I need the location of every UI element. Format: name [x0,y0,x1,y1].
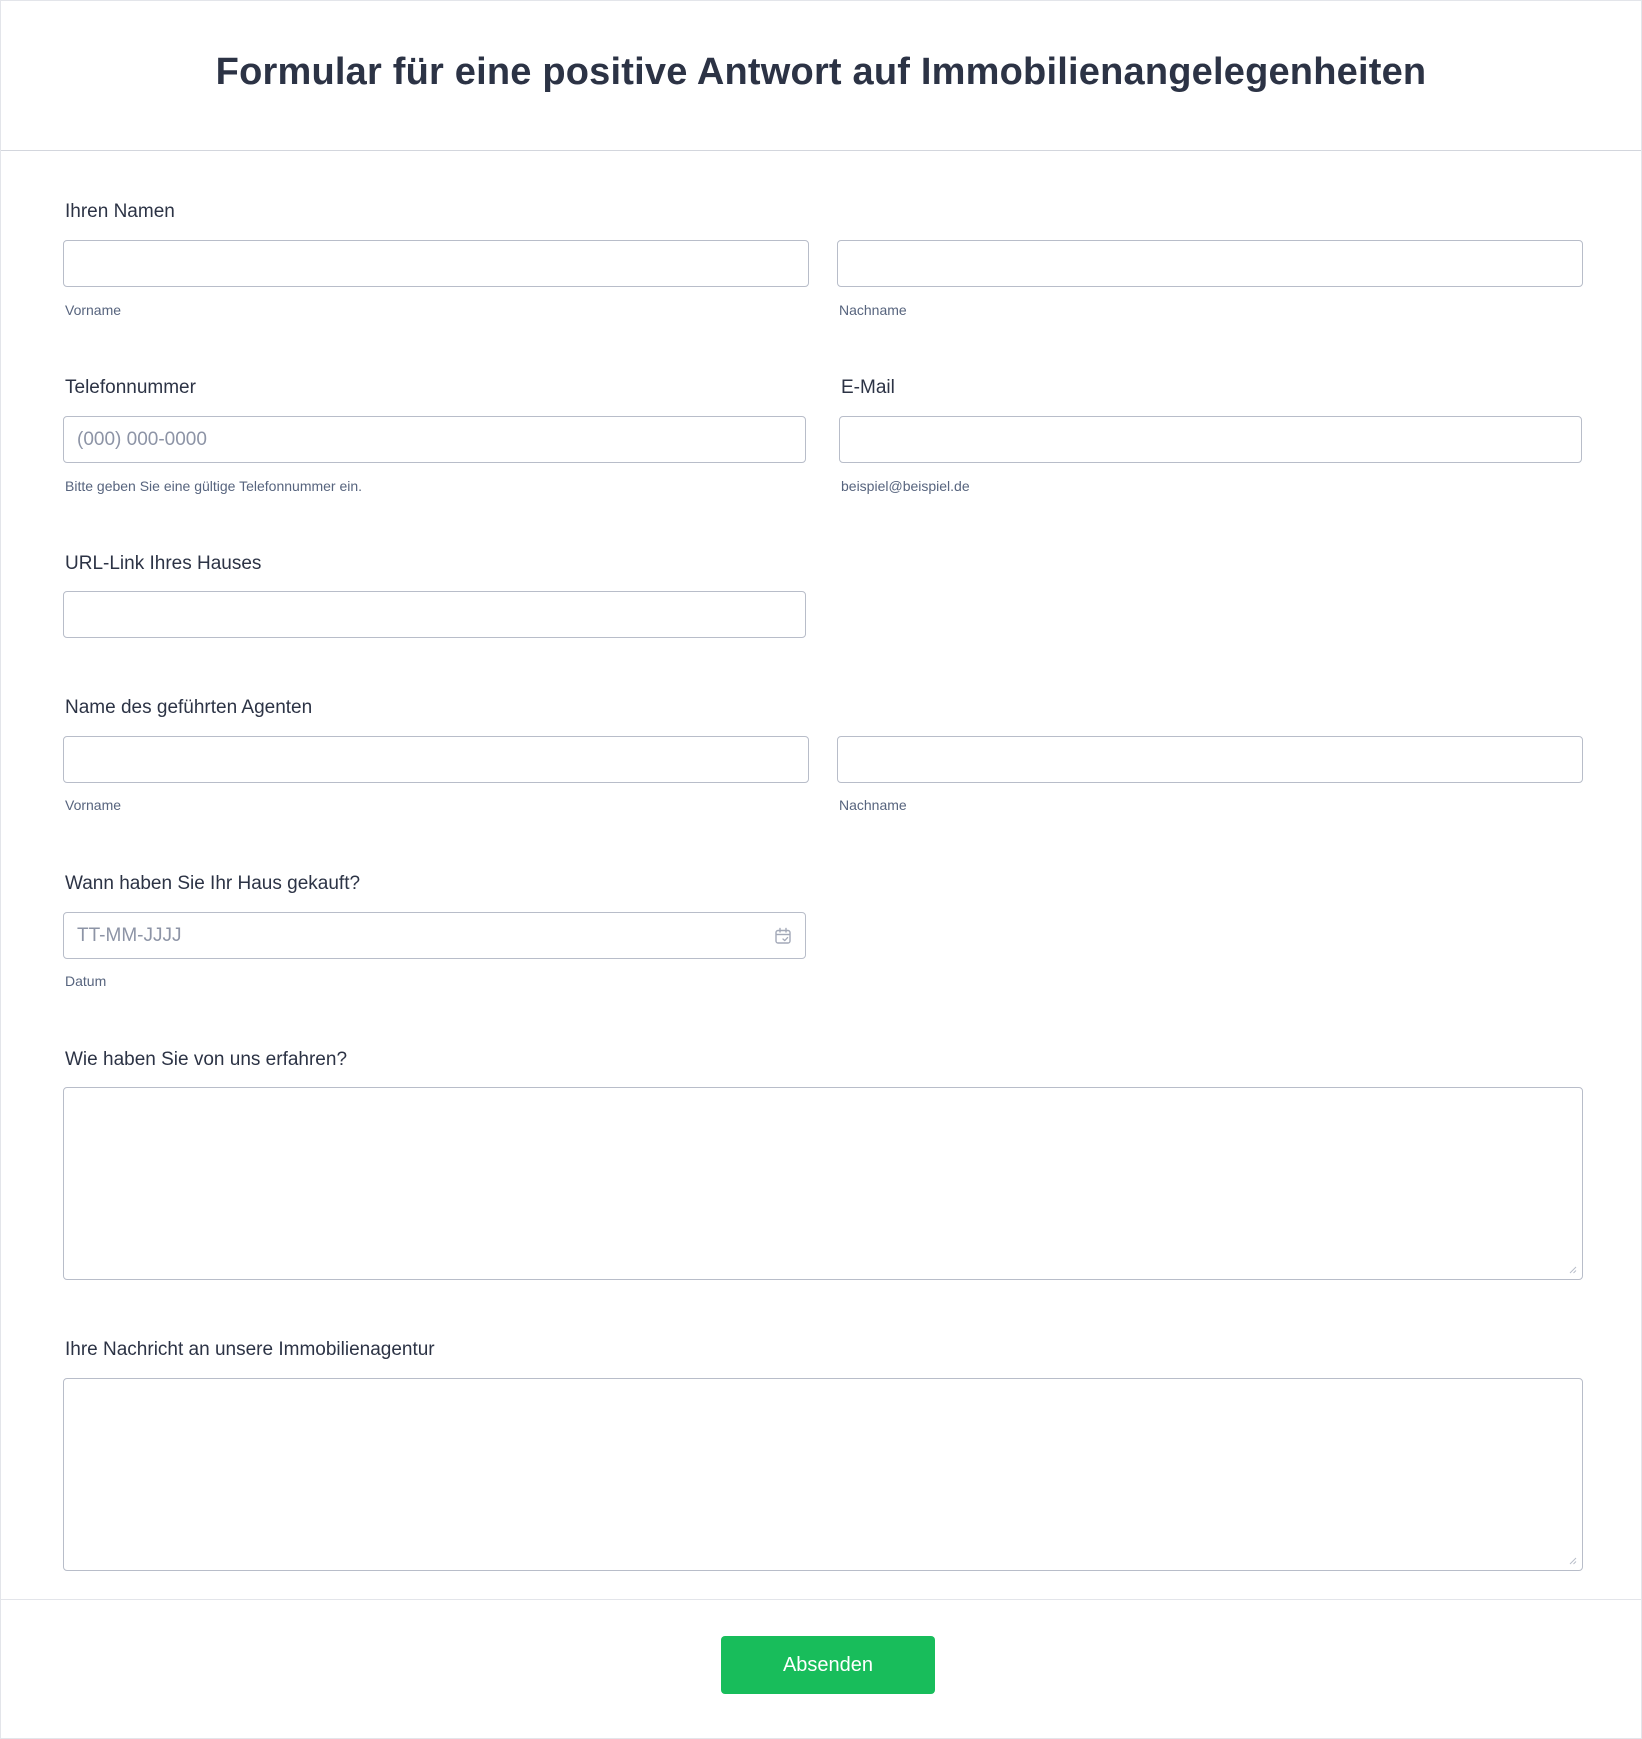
purchase-date-input[interactable] [63,912,806,959]
phone-placeholder: (000) 000-0000 [77,429,207,450]
form-title: Formular für eine positive Antwort auf Immobilienangelegenheiten [215,51,1427,93]
phone-sublabel: Bitte geben Sie eine gültige Telefonnummer ein. [65,478,363,494]
email-label: E-Mail [841,377,895,398]
purchase-date-label: Wann haben Sie Ihr Haus gekauft? [65,873,361,894]
form-footer [1,1599,1641,1739]
message-textarea[interactable] [63,1378,1583,1571]
phone-input[interactable] [63,416,806,463]
email-sublabel: beispiel@beispiel.de [841,478,970,494]
calendar-icon[interactable] [774,927,792,945]
last-name-input[interactable] [837,240,1583,287]
url-input[interactable] [63,591,806,638]
first-name-input[interactable] [63,240,809,287]
resize-grip-icon[interactable] [1569,1557,1577,1565]
submit-button[interactable]: Absenden [721,1636,935,1694]
your-name-label: Ihren Namen [65,201,175,222]
agent-name-label: Name des geführten Agenten [65,697,313,718]
agent-first-name-input[interactable] [63,736,809,783]
last-name-sublabel: Nachname [839,302,907,318]
agent-last-name-input[interactable] [837,736,1583,783]
message-label: Ihre Nachricht an unsere Immobilienagentur [65,1339,435,1360]
first-name-sublabel: Vorname [65,302,122,318]
referral-label: Wie haben Sie von uns erfahren? [65,1049,348,1070]
form-header [1,1,1641,151]
email-input[interactable] [839,416,1582,463]
agent-first-name-sublabel: Vorname [65,797,122,813]
purchase-date-placeholder: TT-MM-JJJJ [77,925,182,946]
agent-last-name-sublabel: Nachname [839,797,907,813]
phone-label: Telefonnummer [65,377,196,398]
purchase-date-sublabel: Datum [65,973,107,989]
url-label: URL-Link Ihres Hauses [65,553,262,574]
resize-grip-icon[interactable] [1569,1266,1577,1274]
referral-textarea[interactable] [63,1087,1583,1280]
